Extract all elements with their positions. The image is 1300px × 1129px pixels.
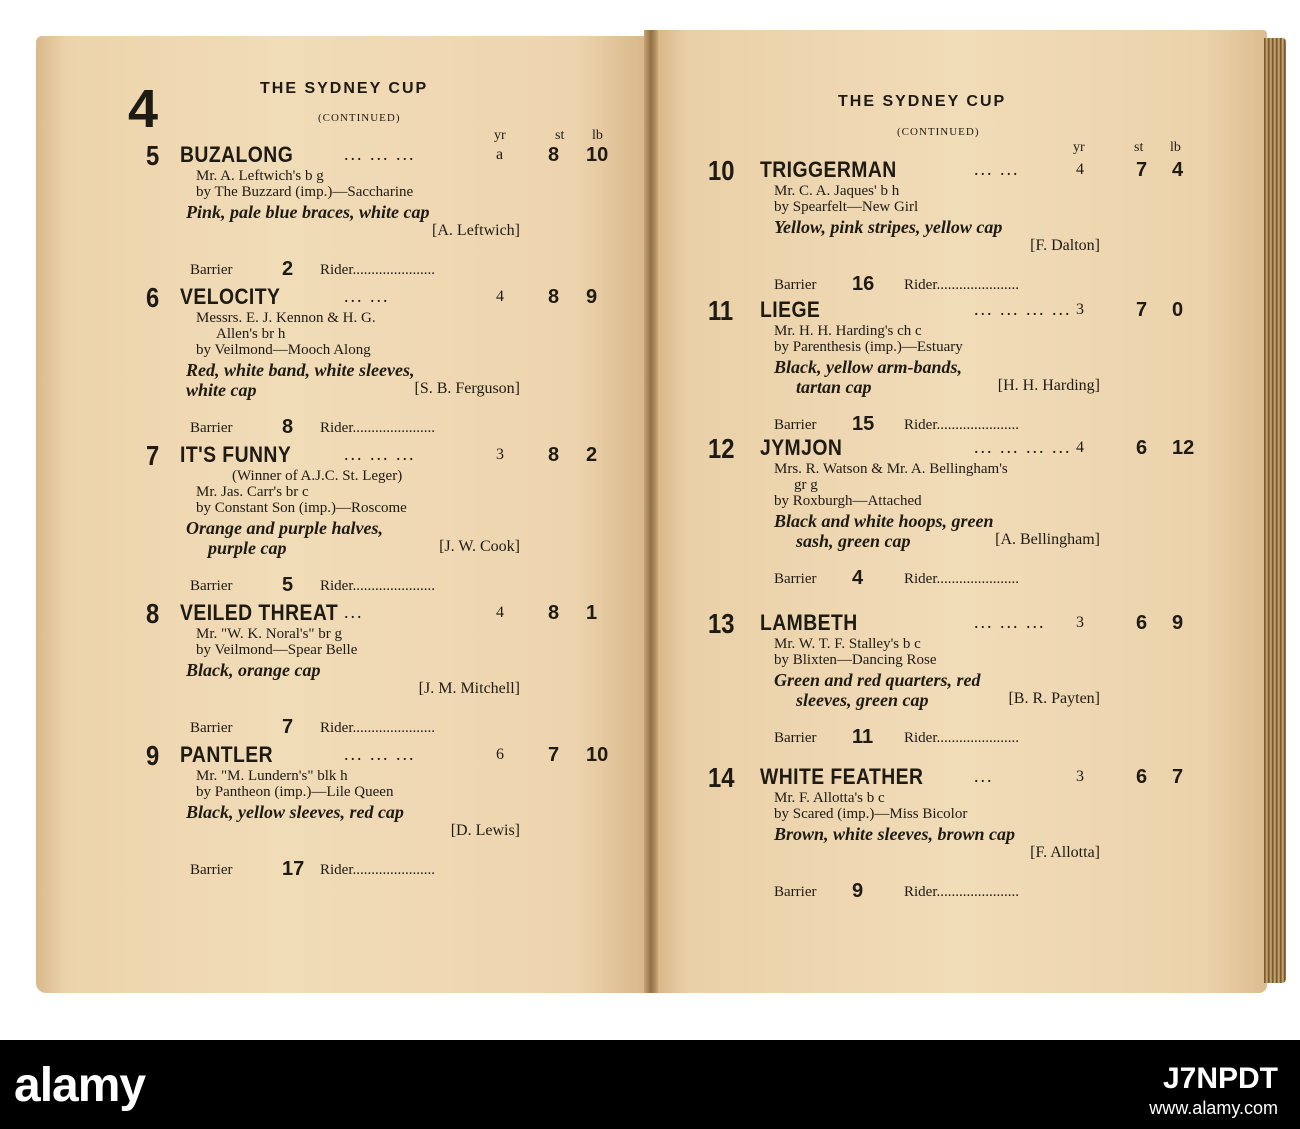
horse-age: 3 [1076, 768, 1084, 785]
booklet-spine [644, 30, 658, 993]
rider-field: Rider...................... [320, 420, 435, 436]
horse-age: 4 [496, 288, 504, 305]
owner-breeding-line: (Winner of A.J.C. St. Leger) [232, 468, 403, 484]
horse-name: IT'S FUNNY [180, 442, 292, 467]
racing-colours: Black, orange cap [186, 660, 321, 680]
rider-field: Rider...................... [320, 262, 435, 278]
horse-age: 3 [1076, 614, 1084, 631]
owner-breeding-line: by Parenthesis (imp.)—Estuary [774, 339, 963, 355]
racing-colours: sleeves, green cap [796, 690, 929, 710]
right-page-subtitle: (CONTINUED) [897, 126, 980, 138]
barrier-number: 2 [282, 258, 294, 280]
owner-breeding-line: gr g [794, 477, 818, 493]
trainer-name: [A. Bellingham] [995, 531, 1100, 548]
rider-field: Rider...................... [904, 571, 1019, 587]
entry-number: 5 [146, 140, 160, 171]
rider-field: Rider...................... [904, 417, 1019, 433]
page-number: 4 [128, 79, 159, 139]
barrier-number: 7 [282, 716, 294, 738]
left-page-subtitle: (CONTINUED) [318, 112, 401, 124]
weight-pounds: 4 [1172, 159, 1184, 181]
owner-breeding-line: Mr. F. Allotta's b c [774, 790, 885, 806]
right-col-st: st [1134, 140, 1144, 155]
barrier-label: Barrier [774, 277, 817, 293]
weight-stone: 6 [1136, 437, 1148, 459]
barrier-label: Barrier [190, 420, 233, 436]
rider-field: Rider...................... [904, 884, 1019, 900]
trainer-name: [J. M. Mitchell] [418, 680, 520, 697]
rider-field: Rider...................... [320, 578, 435, 594]
horse-name: VELOCITY [180, 284, 281, 309]
weight-stone: 7 [1136, 299, 1148, 321]
owner-breeding-line: Mr. "M. Lundern's" blk h [196, 768, 348, 784]
owner-breeding-line: Mr. Jas. Carr's br c [196, 484, 309, 500]
owner-breeding-line: Messrs. E. J. Kennon & H. G. [196, 310, 376, 326]
leader-dots: ... ... ... ... [974, 299, 1072, 319]
barrier-number: 11 [852, 726, 874, 748]
racing-colours: white cap [186, 380, 257, 400]
rider-field: Rider...................... [904, 277, 1019, 293]
leader-dots: ... ... [974, 159, 1020, 179]
horse-age: a [496, 146, 504, 163]
racing-colours: Black, yellow sleeves, red cap [186, 802, 404, 822]
racing-colours: Red, white band, white sleeves, [186, 360, 415, 380]
owner-breeding-line: by Scared (imp.)—Miss Bicolor [774, 806, 968, 822]
racing-colours: purple cap [208, 538, 287, 558]
entry-number: 7 [146, 440, 160, 471]
weight-pounds: 1 [586, 602, 598, 624]
weight-pounds: 9 [586, 286, 598, 308]
entry-number: 12 [708, 433, 735, 464]
barrier-label: Barrier [774, 571, 817, 587]
trainer-name: [D. Lewis] [450, 822, 520, 839]
right-page-title: THE SYDNEY CUP [838, 93, 1007, 110]
barrier-number: 9 [852, 880, 864, 902]
barrier-label: Barrier [190, 862, 233, 878]
barrier-label: Barrier [190, 262, 233, 278]
horse-name: PANTLER [180, 742, 274, 767]
leader-dots: ... [974, 766, 994, 786]
horse-name: TRIGGERMAN [760, 157, 897, 182]
trainer-name: [B. R. Payten] [1008, 690, 1100, 707]
weight-stone: 6 [1136, 612, 1148, 634]
stock-id: J7NPDT [1162, 1062, 1278, 1095]
weight-stone: 6 [1136, 766, 1148, 788]
horse-name: WHITE FEATHER [760, 764, 924, 789]
leader-dots: ... ... ... [344, 444, 416, 464]
weight-pounds: 0 [1172, 299, 1184, 321]
entry-number: 9 [146, 740, 160, 771]
weight-stone: 8 [548, 602, 560, 624]
horse-name: VEILED THREAT [180, 600, 339, 625]
rider-field: Rider...................... [320, 862, 435, 878]
racing-colours: Black, yellow arm-bands, [774, 357, 962, 377]
site-url: www.alamy.com [1149, 1098, 1278, 1118]
weight-pounds: 7 [1172, 766, 1184, 788]
entry-number: 8 [146, 598, 160, 629]
racing-colours: Orange and purple halves, [186, 518, 384, 538]
entry-number: 6 [146, 282, 160, 313]
barrier-number: 8 [282, 416, 294, 438]
owner-breeding-line: by Constant Son (imp.)—Roscome [196, 500, 407, 516]
weight-pounds: 2 [586, 444, 598, 466]
owner-breeding-line: by The Buzzard (imp.)—Saccharine [196, 184, 414, 200]
owner-breeding-line: Mr. A. Leftwich's b g [196, 168, 324, 184]
barrier-label: Barrier [774, 417, 817, 433]
barrier-label: Barrier [774, 884, 817, 900]
barrier-number: 4 [852, 567, 864, 589]
leader-dots: ... ... ... [344, 744, 416, 764]
racing-colours: sash, green cap [796, 531, 911, 551]
owner-breeding-line: Mr. "W. K. Noral's" br g [196, 626, 343, 642]
rider-field: Rider...................... [320, 720, 435, 736]
horse-age: 4 [496, 604, 504, 621]
racing-colours: Brown, white sleeves, brown cap [774, 824, 1016, 844]
owner-breeding-line: Mrs. R. Watson & Mr. A. Bellingham's [774, 461, 1008, 477]
barrier-number: 16 [852, 273, 875, 295]
leader-dots: ... [344, 602, 364, 622]
horse-age: 4 [1076, 161, 1084, 178]
barrier-number: 15 [852, 413, 875, 435]
entry-number: 11 [708, 295, 734, 326]
weight-stone: 7 [1136, 159, 1148, 181]
trainer-name: [H. H. Harding] [997, 377, 1100, 394]
horse-name: LAMBETH [760, 610, 858, 635]
horse-name: JYMJON [760, 435, 843, 460]
leader-dots: ... ... ... [344, 144, 416, 164]
leader-dots: ... ... ... [974, 612, 1046, 632]
weight-stone: 8 [548, 144, 560, 166]
owner-breeding-line: by Roxburgh—Attached [774, 493, 922, 509]
left-page-title: THE SYDNEY CUP [260, 80, 429, 97]
horse-name: LIEGE [760, 297, 821, 322]
racing-colours: Yellow, pink stripes, yellow cap [774, 217, 1003, 237]
barrier-label: Barrier [774, 730, 817, 746]
trainer-name: [S. B. Ferguson] [414, 380, 520, 397]
barrier-label: Barrier [190, 720, 233, 736]
entry-number: 13 [708, 608, 735, 639]
racing-colours: Black and white hoops, green [774, 511, 994, 531]
weight-pounds: 10 [586, 744, 609, 766]
right-col-lb: lb [1170, 140, 1181, 155]
left-col-st: st [555, 128, 565, 143]
left-col-yr: yr [494, 128, 506, 143]
racing-colours: tartan cap [796, 377, 872, 397]
entry-number: 10 [708, 155, 735, 186]
racing-colours: Pink, pale blue braces, white cap [186, 202, 430, 222]
left-col-lb: lb [592, 128, 603, 143]
owner-breeding-line: Mr. C. A. Jaques' b h [774, 183, 900, 199]
horse-age: 3 [496, 446, 504, 463]
weight-pounds: 10 [586, 144, 609, 166]
entry-number: 14 [708, 762, 735, 793]
barrier-number: 5 [282, 574, 294, 596]
weight-stone: 8 [548, 444, 560, 466]
weight-stone: 7 [548, 744, 560, 766]
trainer-name: [F. Dalton] [1030, 237, 1100, 254]
owner-breeding-line: Mr. H. H. Harding's ch c [774, 323, 922, 339]
barrier-number: 17 [282, 858, 305, 880]
owner-breeding-line: by Blixten—Dancing Rose [774, 652, 937, 668]
horse-name: BUZALONG [180, 142, 294, 167]
right-col-yr: yr [1073, 140, 1085, 155]
owner-breeding-line: by Veilmond—Mooch Along [196, 342, 371, 358]
barrier-label: Barrier [190, 578, 233, 594]
leader-dots: ... ... ... ... [974, 437, 1072, 457]
weight-pounds: 12 [1172, 437, 1195, 459]
owner-breeding-line: Allen's br h [216, 326, 286, 342]
leader-dots: ... ... [344, 286, 390, 306]
trainer-name: [A. Leftwich] [432, 222, 520, 239]
weight-stone: 8 [548, 286, 560, 308]
owner-breeding-line: by Veilmond—Spear Belle [196, 642, 358, 658]
watermark-bar [0, 1040, 1300, 1129]
owner-breeding-line: Mr. W. T. F. Stalley's b c [774, 636, 921, 652]
weight-pounds: 9 [1172, 612, 1184, 634]
horse-age: 4 [1076, 439, 1084, 456]
racing-colours: Green and red quarters, red [774, 670, 981, 690]
alamy-logo: alamy [14, 1059, 146, 1112]
page-edges [1264, 38, 1286, 983]
trainer-name: [F. Allotta] [1030, 844, 1100, 861]
horse-age: 3 [1076, 301, 1084, 318]
owner-breeding-line: by Pantheon (imp.)—Lile Queen [196, 784, 394, 800]
rider-field: Rider...................... [904, 730, 1019, 746]
owner-breeding-line: by Spearfelt—New Girl [774, 199, 919, 215]
trainer-name: [J. W. Cook] [439, 538, 520, 555]
horse-age: 6 [496, 746, 504, 763]
